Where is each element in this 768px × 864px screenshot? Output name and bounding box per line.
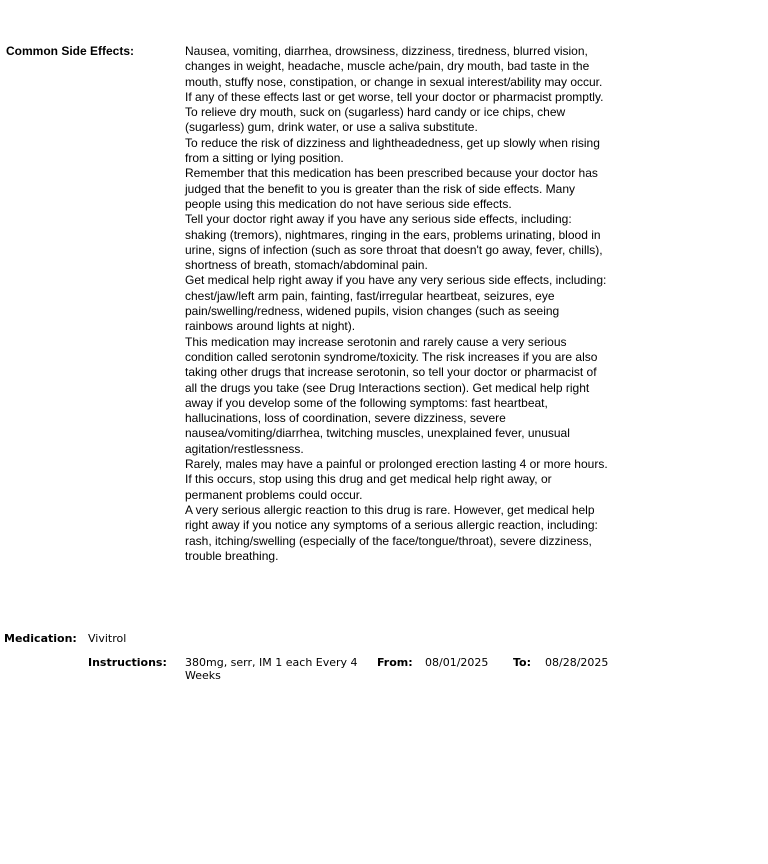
side-effects-paragraph: To reduce the risk of dizziness and lightheadedness, get up slowly when rising from a sitting or lying position. [185,135,600,166]
side-effects-paragraph: This medication may increase serotonin and rarely cause a very serious condition called serotonin syndrome/toxicity. The risk increases if you are also taking other drugs that increase serotonin, so tell your doctor or pharmacist of all the drugs you take (see Drug Interactions section). Get medical help right away if you develop some of the following symptoms: fast heartbeat, hallucinations, loss of coordination, severe dizziness, severe nausea/vomiting/diarrhea, twitching muscles, unexplained fever, unusual agitation/restlessness. [185,334,598,456]
side-effects-paragraph: Get medical help right away if you have any very serious side effects, including: chest/jaw/left arm pain, fainting, fast/irregular heartbeat, seizures, eye pain/swelling/redness, widened pupils, vision changes (such as seeing rainbows around lights at night). [185,273,607,334]
to-label: To: [513,656,531,669]
instructions-label: Instructions: [88,656,167,669]
medication-label: Medication: [4,632,77,645]
side-effects-paragraph: Nausea, vomiting, diarrhea, drowsiness, dizziness, tiredness, blurred vision, changes in weight, headache, muscle ache/pain, dry mouth, bad taste in the mouth, stuffy nose, constipation, or change in sexual interest/ability may occur. If any of these effects last or get worse, tell your doctor or pharmacist promptly. [185,44,604,104]
side-effects-paragraph: A very serious allergic reaction to this drug is rare. However, get medical help right away if you notice any symptoms of a serious allergic reaction, including: rash, itching/swelling (especially of the face/tongue/throat), severe dizziness, trouble breathing. [185,502,598,563]
from-date: 08/01/2025 [425,656,489,669]
from-label: From: [377,656,413,669]
medication-value: Vivitrol [88,632,127,645]
instructions-value: 380mg, serr, IM 1 each Every 4 Weeks [185,656,358,682]
side-effects-paragraph: To relieve dry mouth, suck on (sugarless) hard candy or ice chips, chew (sugarless) gum, drink water, or use a saliva substitute. [185,105,566,135]
side-effects-paragraph: Rarely, males may have a painful or prolonged erection lasting 4 or more hours. If this occurs, stop using this drug and get medical help right away, or permanent problems could occur. [185,457,608,502]
side-effects-paragraph: Tell your doctor right away if you have any serious side effects, including: shaking (tremors), nightmares, ringing in the ears, problems urinating, blood in urine, signs of infection (such as sore throat that doesn't go away, fever, chills), shortness of breath, stomach/abdominal pain. [185,212,603,273]
side-effects-paragraph: Remember that this medication has been prescribed because your doctor has judged that the benefit to you is greater than the risk of side effects. Many people using this medication do not have serious side effects. [185,166,598,211]
to-date: 08/28/2025 [545,656,609,669]
side-effects-label: Common Side Effects: [6,44,135,58]
side-effects-text [185,44,609,564]
